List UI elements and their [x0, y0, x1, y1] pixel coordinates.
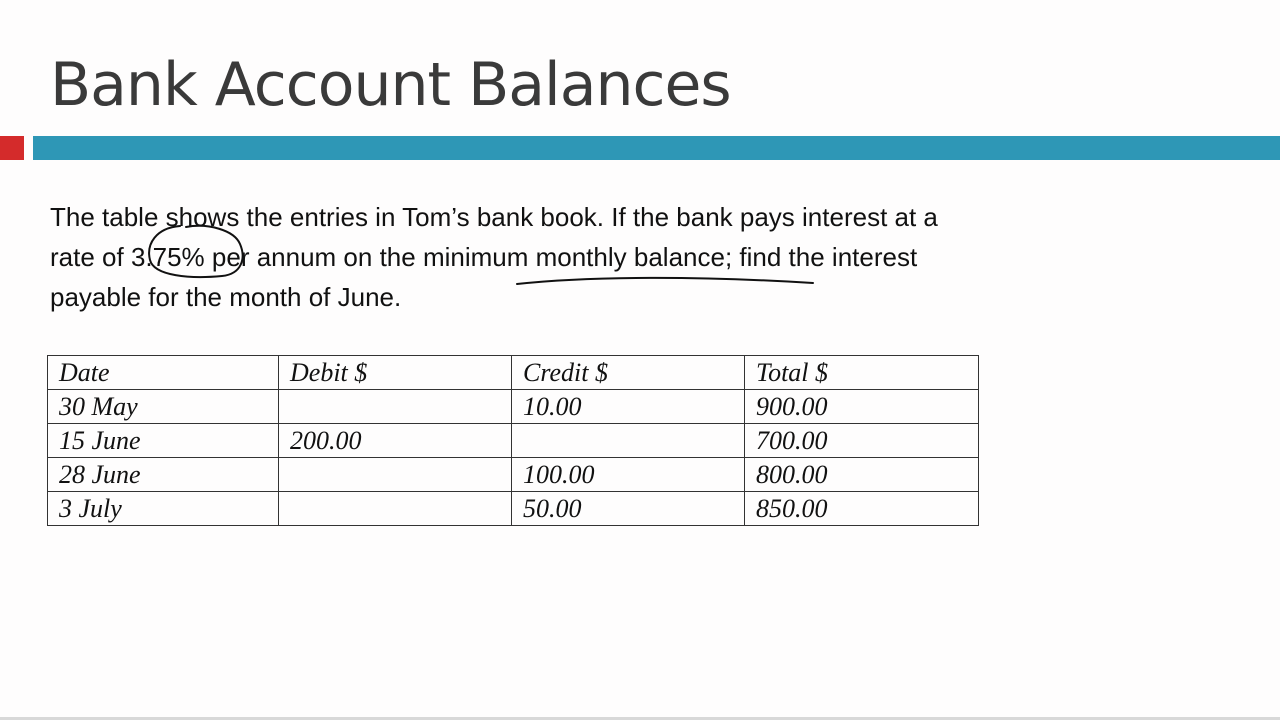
cell-credit: 50.00	[512, 492, 745, 526]
question-line-2	[50, 237, 1150, 277]
minimum-monthly-balance-phrase: minimum monthly balance	[422, 242, 725, 272]
bank-book-table	[47, 355, 979, 526]
cell-credit	[512, 424, 745, 458]
question-line-2-end: ; find the interest	[724, 242, 918, 272]
cell-credit: 100.00	[512, 458, 745, 492]
header-debit: Debit $	[279, 356, 512, 390]
cell-debit	[279, 492, 512, 526]
question-text	[50, 197, 1150, 317]
cell-debit: 200.00	[279, 424, 512, 458]
slide-title: Bank Account Balances	[50, 50, 731, 120]
header-date: Date	[48, 356, 279, 390]
cell-date: 28 June	[48, 458, 279, 492]
accent-square	[0, 136, 24, 160]
question-line-2-middle: per annum on the	[204, 242, 423, 272]
cell-date: 3 July	[48, 492, 279, 526]
header-total: Total $	[745, 356, 979, 390]
question-line-2-start: rate of	[50, 242, 131, 272]
header-credit: Credit $	[512, 356, 745, 390]
cell-total: 850.00	[745, 492, 979, 526]
interest-rate: 3.75%	[130, 242, 205, 272]
cell-debit	[279, 458, 512, 492]
question-line-3: payable for the month of June.	[50, 282, 402, 312]
cell-total: 800.00	[745, 458, 979, 492]
question-line-1: The table shows the entries in Tom’s bank book. If the bank pays interest at a	[50, 202, 938, 232]
cell-credit: 10.00	[512, 390, 745, 424]
table-header-row	[48, 356, 979, 390]
table-row	[48, 458, 979, 492]
cell-total: 700.00	[745, 424, 979, 458]
cell-date: 30 May	[48, 390, 279, 424]
cell-date: 15 June	[48, 424, 279, 458]
cell-total: 900.00	[745, 390, 979, 424]
table-row	[48, 492, 979, 526]
table-row	[48, 390, 979, 424]
accent-bar	[33, 136, 1280, 160]
cell-debit	[279, 390, 512, 424]
table-row	[48, 424, 979, 458]
